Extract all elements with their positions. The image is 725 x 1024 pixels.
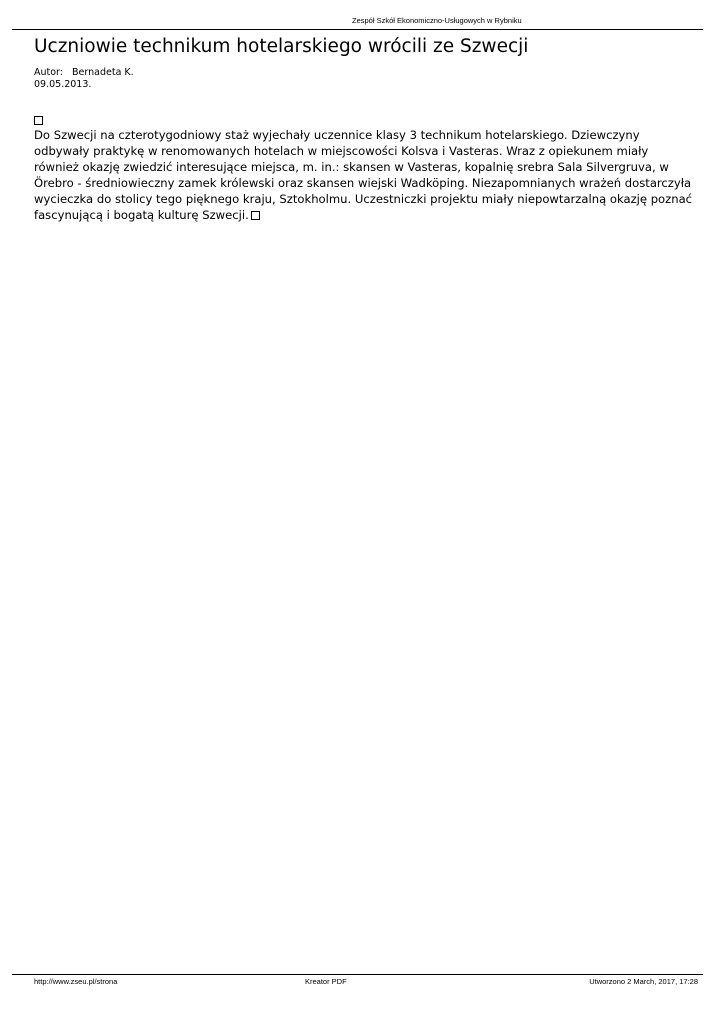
author-label: Autor: — [34, 67, 63, 78]
page-header — [12, 14, 703, 30]
footer-generator: Kreator PDF — [305, 977, 347, 986]
article-title: Uczniowie technikum hotelarskiego wrócili ze Szwecji — [34, 36, 529, 57]
missing-glyph-box-icon — [251, 211, 260, 220]
author-name: Bernadeta K. — [72, 67, 134, 78]
article-content — [34, 113, 694, 223]
school-name: Zespół Szkół Ekonomiczno-Usługowych w Rybniku — [352, 16, 522, 25]
author-row — [34, 67, 134, 79]
footer-created: Utworzono 2 March, 2017, 17:28 — [589, 977, 698, 986]
article-date: 09.05.2013. — [34, 79, 92, 90]
missing-glyph-box-icon — [34, 116, 43, 125]
leading-glyph-line — [34, 113, 694, 127]
article-meta — [34, 67, 134, 91]
footer-url: http://www.zseu.pl/strona — [34, 977, 118, 986]
article-body: Do Szwecji na czterotygodniowy staż wyjechały uczennice klasy 3 technikum hotelarskiego. Dziewczyny odbywały praktykę w renomowanych hotelach w miejscowości Kolsva i Vasteras. Wraz z opiekunem miały również okazję zwiedzić interesujące miejsca, m. in.: skansen w Vasteras, kopalnię srebra Sala Silvergruva, w Örebro - średniowieczny zamek królewski oraz skansen wiejski Wadköping. Niezapomnianych wrażeń dostarczyła wycieczka do stolicy tego pięknego kraju, Sztokholmu. Uczestniczki projektu miały niepowtarzalną okazję poznać fascynującą i bogatą kulturę Szwecji. — [34, 128, 693, 222]
page-footer — [12, 974, 703, 988]
